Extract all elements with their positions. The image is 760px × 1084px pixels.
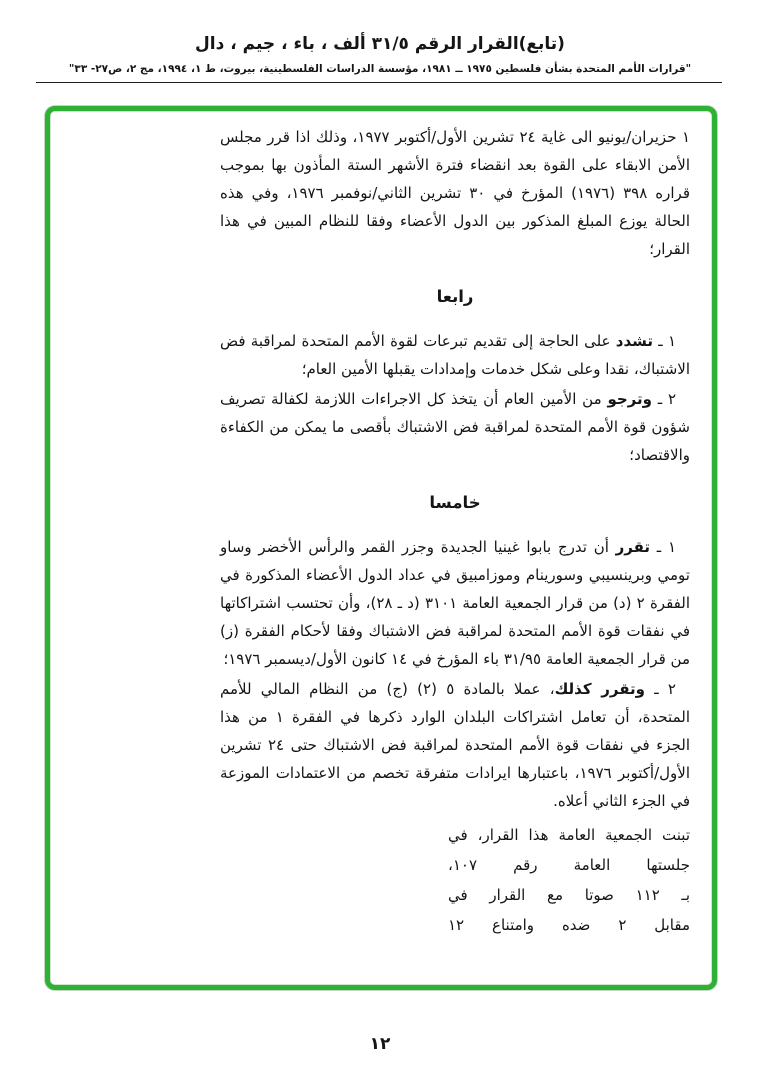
document-header xyxy=(0,0,760,83)
numbered-paragraph-fourth-2 xyxy=(220,385,690,469)
paragraph-text: على الحاجة إلى تقديم تبرعات لقوة الأمم المتحدة لمراقبة فض الاشتباك، نقدا وعلى شكل خدمات وإمدادات يقبلها الأمين العام؛ xyxy=(220,332,690,378)
section-heading-fifth: خامسا xyxy=(429,493,481,512)
operative-verb: وترجو xyxy=(607,390,652,408)
document-source-line: "قرارات الأمم المتحدة بشأن فلسطين ١٩٧٥ ــ ١٩٨١، مؤسسة الدراسات الفلسطينية، بيروت، ط ١، ١٩٩٤، مج ٢، ص٢٧- ٣٣" xyxy=(68,63,692,75)
page-number: ١٢ xyxy=(369,1034,391,1054)
adoption-note-line: بـ ١١٢ صوتا مع القرار في xyxy=(448,886,690,904)
paragraph-number: ١ ـ xyxy=(650,538,676,556)
paragraph-text: ، عملا بالمادة ٥ (٢) (ج) من النظام المالي للأمم المتحدة، أن تعامل اشتراكات البلدان الوارد ذكرها في الفقرة ١ من هذا الجزء في نفقات قوة الأمم المتحدة لمراقبة فض الاشتباك حتى ٢٤ تشرين الأول/أكتوبر ١٩٧٦، باعتبارها ايرادات متفرقة تخصم من الاعتمادات الموزعة في الجزء الثاني أعلاه. xyxy=(220,680,690,810)
header-divider xyxy=(36,82,722,83)
adoption-note-line: مقابل ٢ ضده وامتناع ١٢ xyxy=(448,916,690,934)
paragraph-text: من الأمين العام أن يتخذ كل الاجراءات اللازمة لكفالة تصريف شؤون قوة الأمم المتحدة لمراقبة فض الاشتباك بأقصى ما يمكن من الكفاءة والاقتصاد؛ xyxy=(220,390,690,464)
intro-paragraph: ١ حزيران/يونيو الى غاية ٢٤ تشرين الأول/أكتوبر ١٩٧٧، وذلك اذا قرر مجلس الأمن الابقاء على القوة بعد انقضاء فترة الأشهر الستة المأذون بها بموجب قراره ٣٩٨ (١٩٧٦) المؤرخ في ٣٠ تشرين الثاني/نوفمبر ١٩٧٦، وفي هذه الحالة يوزع المبلغ المذكور بين الدول الأعضاء وفقا للنظام المبين في هذا القرار؛ xyxy=(220,128,691,258)
operative-verb: تقرر xyxy=(615,538,651,556)
adoption-note-line: جلستها العامة رقم ١٠٧، xyxy=(448,856,690,874)
numbered-paragraph-fifth-2 xyxy=(220,675,690,815)
section-heading-fourth: رابعا xyxy=(436,287,474,306)
numbered-paragraph-fourth-1 xyxy=(220,327,690,383)
adoption-note-line: تبنت الجمعية العامة هذا القرار، في xyxy=(448,826,690,844)
numbered-paragraph-fifth-1 xyxy=(220,533,690,673)
content-frame xyxy=(45,106,717,990)
paragraph-number: ٢ ـ xyxy=(651,390,676,408)
adoption-note xyxy=(448,820,690,940)
operative-verb: تشدد xyxy=(615,332,654,350)
paragraph-text: أن تدرج بابوا غينيا الجديدة وجزر القمر والرأس الأخضر وساو تومي وبرينسيبي وسورينام وموزامبيق في عداد الدول الأعضاء المذكورة في الفقرة ٢ (د) من قرار الجمعية العامة ٣١٠١ (د ـ ٢٨)، وأن تحتسب اشتراكاتها في نفقات قوة الأمم المتحدة لمراقبة فض الاشتباك وفقا لأحكام الفقرة (ز) من قرار الجمعية العامة ٣١/٩٥ باء المؤرخ في ١٤ كانون الأول/ديسمبر ١٩٧٦؛ xyxy=(220,538,690,668)
resolution-text-column xyxy=(220,123,690,940)
paragraph-number: ١ ـ xyxy=(653,332,676,350)
document-title: (تابع)القرار الرقم ٣١/٥ ألف ، باء ، جيم ، دال xyxy=(195,34,565,54)
operative-verb: وتقرر كذلك xyxy=(554,680,645,698)
paragraph-number: ٢ ـ xyxy=(645,680,676,698)
